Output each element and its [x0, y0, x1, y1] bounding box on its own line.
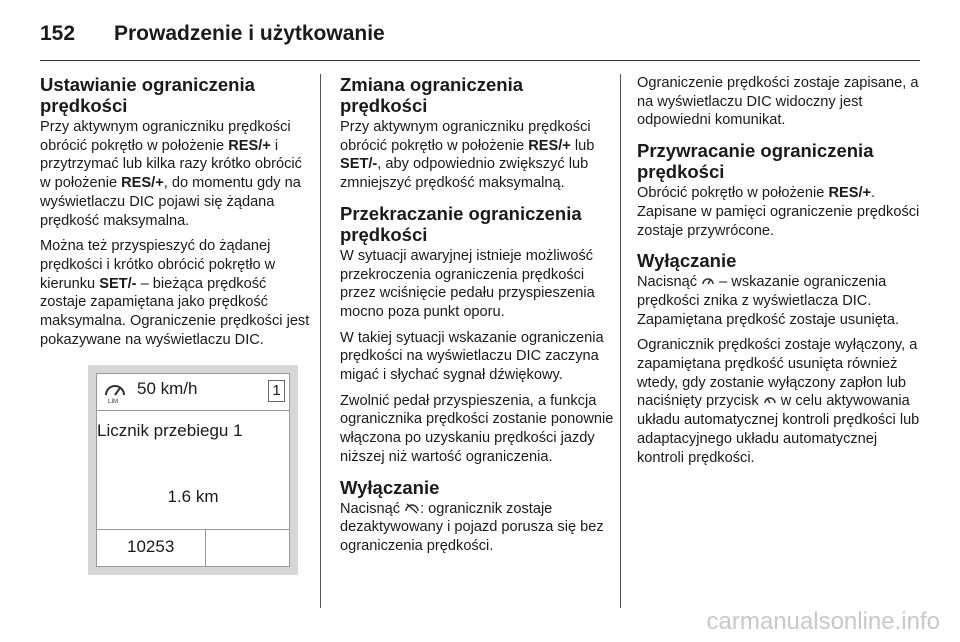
paragraph-switch-off-1: Nacisnąć – wskazanie ograniczenia prędkości znika z wyświetlacza DIC. Zapamiętana prędkość zostaje usunięta.	[637, 274, 900, 328]
paragraph-change-limit: Przy aktywnym ograniczniku prędkości obrócić pokrętło w położenie RES/+ lub SET/-, aby odpowiednio zwiększyć lub zmniejszyć prędkość maksymalną.	[340, 119, 595, 192]
watermark: carmanualsonline.info	[706, 608, 940, 635]
heading-restore-limit: Przywracanie ograniczenia prędkości	[637, 140, 874, 183]
heading-change-limit: Zmiana ograniczenia prędkości	[340, 74, 523, 116]
column-2	[340, 74, 615, 563]
dic-odometer: 10253	[127, 537, 175, 557]
column-divider-2	[620, 74, 621, 608]
heading-disable: Wyłączanie	[340, 476, 440, 498]
dic-speed-limit: 50 km/h	[137, 379, 198, 399]
limiter-button-icon	[701, 275, 715, 287]
dic-screen	[96, 373, 290, 567]
column-divider-1	[320, 74, 321, 608]
paragraph-switch-off-2: Ogranicznik prędkości zostaje wyłączony, a zapamiętana prędkość usunięta również wtedy, gdy zostanie wyłączony zapłon lub naciśnięty przycisk w celu aktywowania układu automatycznej kontroli prędkości lub adaptacyjnego układu automatycznej kontroli prędkości.	[637, 337, 920, 466]
speed-limiter-icon	[103, 380, 127, 404]
paragraph-set-limit-1: Przy aktywnym ograniczniku prędkości obrócić pokrętło w położenie RES/+ i przytrzymać lub kilka razy krótko obrócić w położenie RES/+, do momentu gdy na wyświetlaczu DIC pojawi się żądana prędkość maksymalna.	[40, 119, 302, 229]
heading-switch-off: Wyłączanie	[637, 250, 737, 272]
page-number: 152	[40, 22, 76, 45]
paragraph-disable: Nacisnąć : ogranicznik zostaje dezaktywowany i pojazd porusza się bez ograniczenia prędkości.	[340, 500, 604, 554]
heading-set-limit: Ustawianie ograniczenia prędkości	[40, 74, 255, 116]
dic-trip-distance: 1.6 km	[167, 487, 219, 507]
heading-exceed-limit: Przekraczanie ograniczenia prędkości	[340, 202, 582, 245]
dic-bottom-separator	[205, 530, 206, 566]
paragraph-exceed-1: W sytuacji awaryjnej istnieje możliwość przekroczenia ograniczenia prędkości przez wciśnięcie pedału przyspieszenia mocno poza punkt oporu.	[340, 247, 595, 320]
paragraph-exceed-3: Zwolnić pedał przyspieszenia, a funkcja ogranicznika prędkości zostanie ponownie włączona po uzyskaniu prędkości jazdy niższej niż wartość ograniczenia.	[340, 392, 614, 465]
page-header	[40, 14, 385, 54]
cancel-limiter-icon	[404, 502, 420, 514]
cruise-control-icon	[763, 394, 777, 406]
paragraph-set-limit-2: Można też przyspieszyć do żądanej prędkości i krótko obrócić pokrętło w kierunku SET/- – bieżąca prędkość zostaje zapamiętana jako prędkość maksymalna. Ograniczenie prędkości jest pokazywane na wyświetlaczu DIC.	[40, 238, 310, 348]
dic-page-indicator: 1	[268, 380, 285, 402]
dic-display-illustration	[88, 365, 298, 575]
page-title: Prowadzenie i użytkowanie	[114, 22, 385, 45]
paragraph-saved: Ograniczenie prędkości zostaje zapisane, a na wyświetlaczu DIC widoczny jest odpowiedni komunikat.	[637, 75, 919, 129]
dic-bottom-row	[97, 529, 289, 566]
column-3	[637, 74, 920, 474]
paragraph-restore: Obrócić pokrętło w położenie RES/+. Zapisane w pamięci ograniczenie prędkości zostaje przywrócone.	[637, 185, 920, 239]
paragraph-exceed-2: W takiej sytuacji wskazanie ograniczenia prędkości na wyświetlaczu DIC zaczyna migać i słychać sygnał dźwiękowy.	[340, 329, 604, 384]
dic-trip-label: Licznik przebiegu 1	[97, 422, 243, 441]
dic-top-row	[97, 374, 289, 411]
speed-limiter-icon-label: LIM	[108, 399, 119, 405]
header-divider	[40, 60, 920, 61]
column-1	[40, 74, 310, 575]
